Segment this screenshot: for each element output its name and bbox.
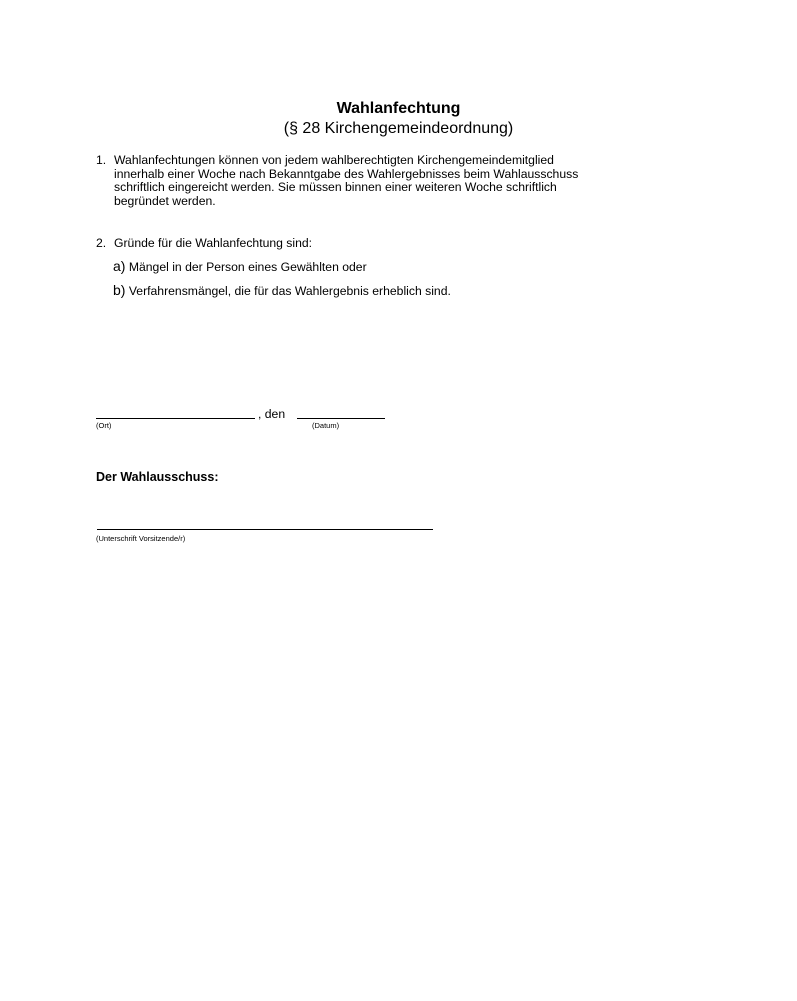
text-line: Wahlanfechtungen können von jedem wahlberechtigten Kirchengemeindemitglied — [114, 153, 554, 167]
signature-label: (Unterschrift Vorsitzende/r) — [96, 534, 186, 543]
sub-item-a — [113, 259, 367, 274]
sub-item-text: Verfahrensmängel, die für das Wahlergebnis erheblich sind. — [128, 284, 451, 298]
list-item-number: 2. — [96, 236, 107, 250]
date-label: (Datum) — [312, 421, 340, 430]
document-subtitle: (§ 28 Kirchengemeindeordnung) — [283, 120, 514, 137]
list-item-1 — [96, 154, 696, 208]
list-item-number: 1. — [96, 153, 107, 167]
place-label: (Ort) — [96, 421, 112, 430]
signature-line[interactable] — [97, 529, 433, 530]
list-item-text: Gründe für die Wahlanfechtung sind: — [114, 236, 313, 250]
sub-item-b — [113, 283, 451, 298]
text-line: schriftlich eingereicht werden. Sie müssen binnen einer weiteren Woche schriftlich — [114, 180, 557, 195]
list-item-2 — [96, 236, 312, 250]
place-line[interactable] — [96, 418, 255, 419]
committee-heading: Der Wahlausschuss: — [96, 470, 219, 484]
date-line[interactable] — [297, 418, 385, 419]
text-line: begründet werden. — [114, 193, 216, 208]
sub-item-letter: b) — [113, 282, 126, 298]
den-text: , den — [258, 407, 286, 421]
text-line: innerhalb einer Woche nach Bekanntgabe des Wahlergebnisses beim Wahlausschuss — [114, 166, 579, 181]
document-title: Wahlanfechtung — [336, 100, 461, 117]
sub-item-letter: a) — [113, 258, 126, 274]
list-item-body — [114, 154, 696, 208]
sub-item-text: Mängel in der Person eines Gewählten oder — [128, 260, 367, 274]
